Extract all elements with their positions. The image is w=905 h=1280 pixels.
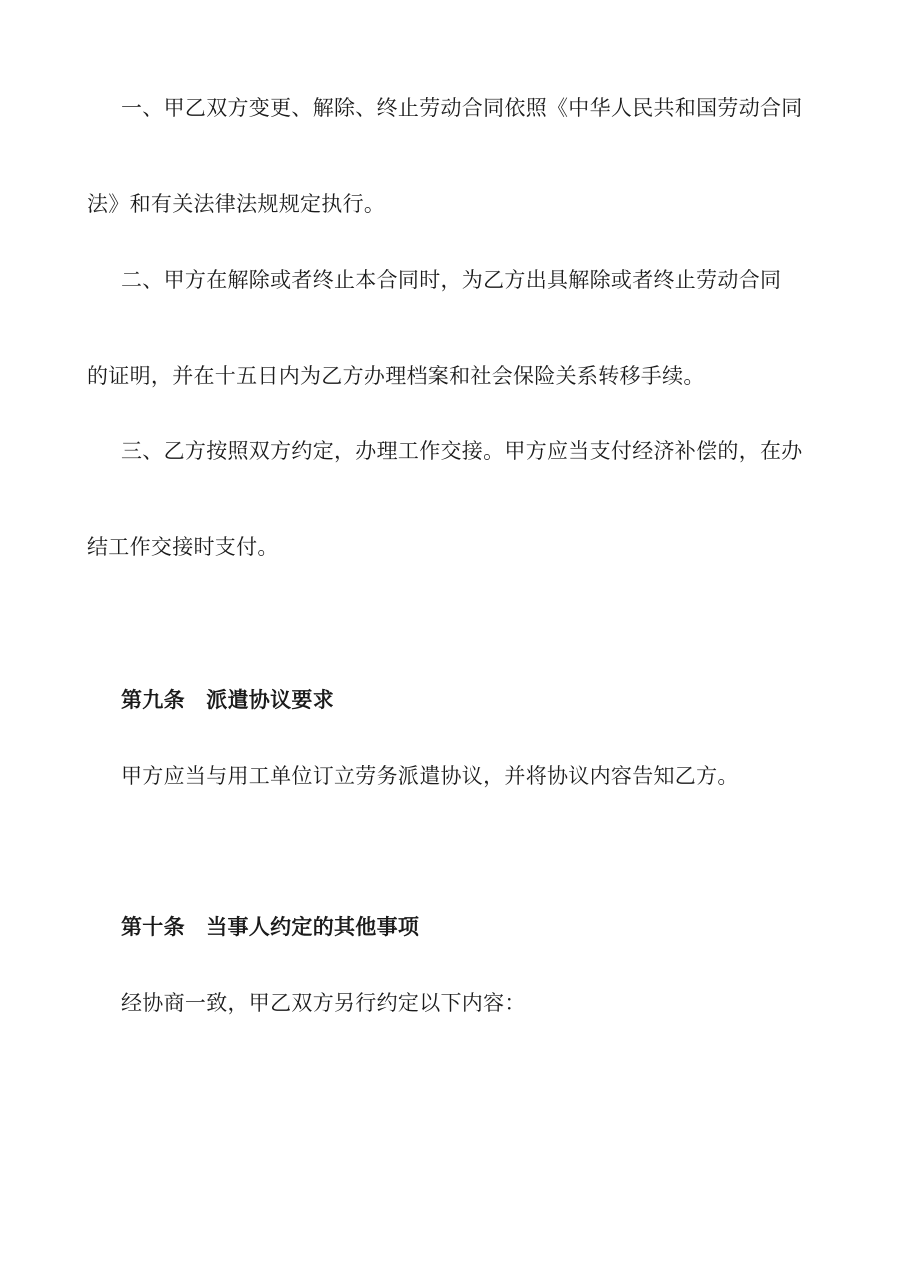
paragraph-3-line-1: 三、乙方按照双方约定，办理工作交接。甲方应当支付经济补偿的，在办 [121, 439, 803, 463]
paragraph-1-line-2: 法》和有关法律法规规定执行。 [87, 192, 386, 216]
paragraph-2-line-1: 二、甲方在解除或者终止本合同时，为乙方出具解除或者终止劳动合同 [121, 268, 782, 292]
article-9-heading: 第九条 派遣协议要求 [121, 688, 334, 712]
article-9-body: 甲方应当与用工单位订立劳务派遣协议，并将协议内容告知乙方。 [121, 764, 739, 788]
paragraph-3-line-2: 结工作交接时支付。 [87, 535, 279, 559]
paragraph-2-line-2: 的证明，并在十五日内为乙方办理档案和社会保险关系转移手续。 [87, 364, 705, 388]
article-10-heading: 第十条 当事人约定的其他事项 [121, 915, 420, 939]
paragraph-1-line-1: 一、甲乙双方变更、解除、终止劳动合同依照《中华人民共和国劳动合同 [121, 96, 803, 120]
article-10-body: 经协商一致，甲乙双方另行约定以下内容： [121, 991, 526, 1015]
